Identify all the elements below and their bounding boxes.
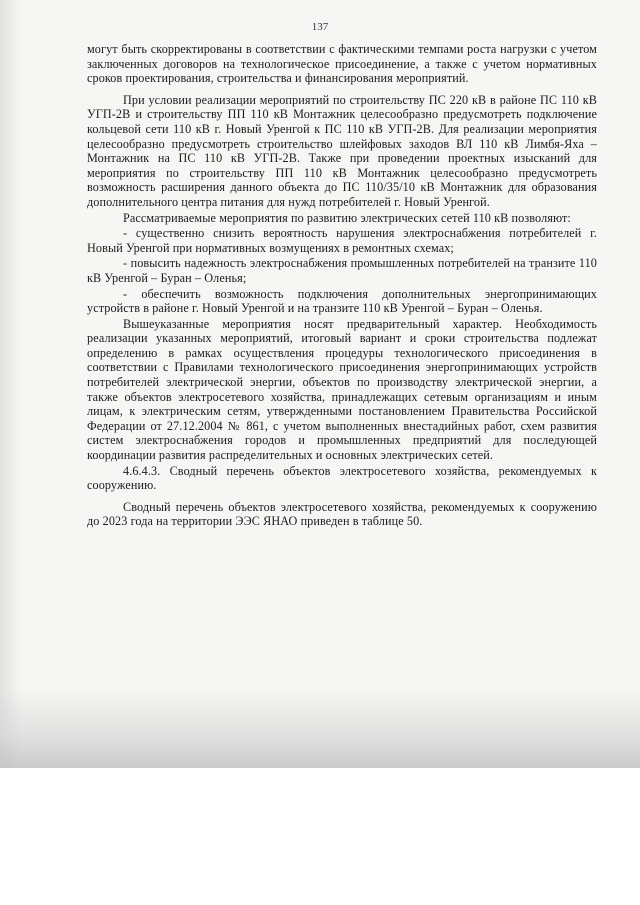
paragraph-ps220-conditions: При условии реализации мероприятий по строительству ПС 220 кВ в районе ПС 110 кВ УГП-2В и строительству ПП 110 кВ Монтажник целесообразно предусмотреть подключение кольцевой сети 110 кВ г. Новый Уренгой к ПС 110 кВ УГП-2В. Для реализации мероприятия целесообразно предусмотреть строительство шлейфовых заходов ВЛ 110 кВ Лимбя-Яха – Монтажник на ПС 110 кВ УГП-2В. Также при проведении проектных изысканий для мероприятия по строительству ПП 110 кВ Монтажник целесообразно предусмотреть возможность расширения данного объекта до ПС 110/35/10 кВ Монтажник для образования дополнительного центра питания для нужд потребителей г. Новый Уренгой.	[87, 92, 597, 209]
scan-edge-shadow-bottom	[0, 690, 640, 768]
list-item-increase-reliability: - повысить надежность электроснабжения промышленных потребителей на транзите 110 кВ Уренгой – Буран – Оленья;	[87, 256, 597, 285]
paragraph-measures-allow: Рассматриваемые мероприятия по развитию электрических сетей 110 кВ позволяют:	[123, 210, 571, 225]
paragraph-schedule-adjustment: могут быть скорректированы в соответствии с фактическими темпами роста нагрузки с учетом заключенных договоров на технологическое присоединение, а также с учетом нормативных сроков проектирования, строительства и финансирования мероприятий.	[87, 42, 597, 86]
list-item-reduce-outage: - существенно снизить вероятность нарушения электроснабжения потребителей г. Новый Уренгой при нормативных возмущениях в ремонтных схемах;	[87, 226, 597, 255]
section-heading-4-6-4-3: 4.6.4.3. Сводный перечень объектов электросетевого хозяйства, рекомендуемых к сооружению.	[87, 463, 597, 493]
page-number: 137	[311, 21, 329, 33]
paragraph-preliminary-nature: Вышеуказанные мероприятия носят предварительный характер. Необходимость реализации указанных мероприятий, итоговый вариант и сроки строительства подлежат определению в рамках осуществления процедуры технологического присоединения в соответствии с Правилами технологического присоединения энергопринимающих устройств потребителей электрической энергии, объектов по производству электрической энергии, а также объектов электросетевого хозяйства, принадлежащих сетевым организациям и иным лицам, к электрическим сетям, утвержденными постановлением Правительства Российской Федерации от 27.12.2004 № 861, с учетом выполненных внестадийных работ, схем развития систем электроснабжения городов и промышленных предприятий для последующей координации развития распределительных и основных электрических сетей.	[87, 316, 597, 463]
document-body	[87, 42, 597, 529]
scan-edge-shadow-left	[0, 0, 22, 768]
list-item-enable-connection: - обеспечить возможность подключения дополнительных энергопринимающих устройств в районе г. Новый Уренгой и на транзите 110 кВ Уренгой – Буран – Оленья.	[87, 286, 597, 316]
paragraph-table-50-reference: Сводный перечень объектов электросетевого хозяйства, рекомендуемых к сооружению до 2023 года на территории ЭЭС ЯНАО приведен в таблице 50.	[87, 499, 597, 529]
